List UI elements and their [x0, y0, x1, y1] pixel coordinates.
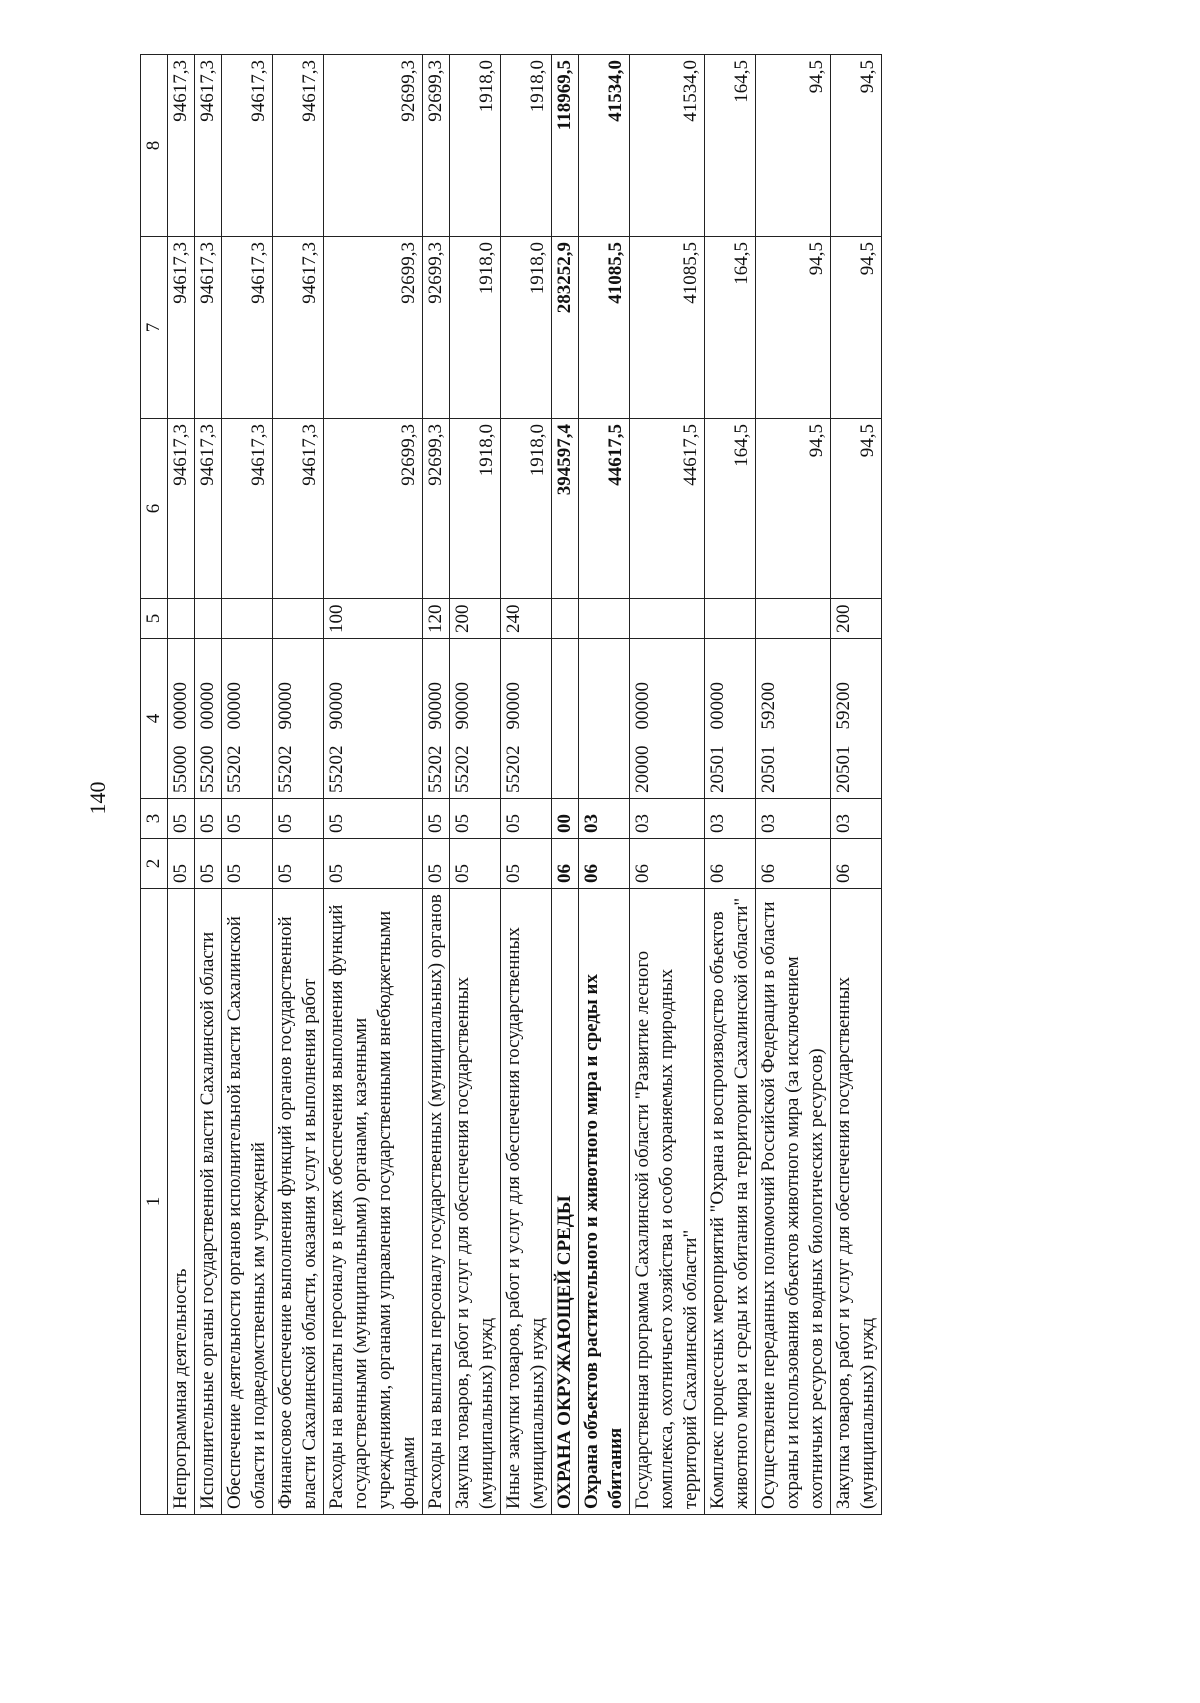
subsection-code: 03 [579, 799, 630, 839]
subsection-code: 03 [831, 799, 882, 839]
target-article-code-part1: 55202 [326, 745, 347, 793]
column-header: 4 [141, 639, 168, 799]
target-article-code-part2: 90000 [452, 682, 473, 730]
amount-col-7: 94617,3 [273, 237, 324, 419]
section-code: 05 [501, 839, 552, 889]
row-name: Расходы на выплаты персоналу государственных (муниципальных) органов [423, 889, 450, 1515]
amount-col-6: 94,5 [756, 419, 831, 599]
row-name: Непрограммная деятельность [168, 889, 195, 1515]
target-article-code [168, 639, 195, 799]
page-number: 140 [85, 781, 110, 815]
amount-col-8: 41534,0 [579, 55, 630, 237]
expense-type-code [579, 599, 630, 639]
target-article-code-part2: 00000 [707, 682, 728, 730]
target-article-code-part1: 20000 [632, 745, 653, 793]
target-article-code [195, 639, 222, 799]
section-code: 05 [195, 839, 222, 889]
amount-col-8: 92699,3 [324, 55, 423, 237]
row-name: Расходы на выплаты персоналу в целях обеспечения выполнения функций государственными (муниципальными) органами, казенными учреждениями, органами управления государственными внебюджетными фондами [324, 889, 423, 1515]
amount-col-7: 283252,9 [552, 237, 579, 419]
section-code: 05 [450, 839, 501, 889]
target-article-code-part1: 20501 [758, 745, 779, 793]
expense-type-code [756, 599, 831, 639]
target-article-code-part2: 90000 [326, 682, 347, 730]
target-article-code [552, 639, 579, 799]
amount-col-8: 94617,3 [222, 55, 273, 237]
amount-col-8: 1918,0 [501, 55, 552, 237]
amount-col-8: 94,5 [831, 55, 882, 237]
column-header: 1 [141, 889, 168, 1515]
target-article-code-part1: 55202 [503, 745, 524, 793]
amount-col-7: 94,5 [756, 237, 831, 419]
target-article-code-part2: 59200 [833, 682, 854, 730]
amount-col-6: 164,5 [705, 419, 756, 599]
expense-type-code [168, 599, 195, 639]
amount-col-7: 164,5 [705, 237, 756, 419]
section-code: 06 [705, 839, 756, 889]
amount-col-8: 41534,0 [630, 55, 705, 237]
target-article-code-part2: 00000 [170, 682, 191, 730]
amount-col-7: 94617,3 [195, 237, 222, 419]
section-code: 06 [756, 839, 831, 889]
subsection-code: 05 [273, 799, 324, 839]
row-name: Осуществление переданных полномочий Российской Федерации в области охраны и использования объектов животного мира (за исключением охотничьих ресурсов и водных биологических ресурсов) [756, 889, 831, 1515]
expense-type-code: 240 [501, 599, 552, 639]
section-code: 05 [324, 839, 423, 889]
section-code: 06 [831, 839, 882, 889]
expense-type-code [222, 599, 273, 639]
expense-type-code: 200 [831, 599, 882, 639]
section-code: 05 [273, 839, 324, 889]
amount-col-8: 118969,5 [552, 55, 579, 237]
amount-col-7: 94,5 [831, 237, 882, 419]
target-article-code-part1: 55202 [425, 745, 446, 793]
amount-col-6: 94617,3 [168, 419, 195, 599]
table-row [324, 55, 423, 1515]
target-article-code [501, 639, 552, 799]
section-code: 05 [168, 839, 195, 889]
target-article-code-part1: 20501 [707, 745, 728, 793]
target-article-code-part1: 55202 [275, 745, 296, 793]
amount-col-6: 1918,0 [501, 419, 552, 599]
table-row [501, 55, 552, 1515]
target-article-code-part2: 90000 [503, 682, 524, 730]
expense-type-code [273, 599, 324, 639]
amount-col-7: 92699,3 [423, 237, 450, 419]
subsection-code: 03 [756, 799, 831, 839]
column-number-row [141, 55, 168, 1515]
row-name: Закупка товаров, работ и услуг для обеспечения государственных (муниципальных) нужд [450, 889, 501, 1515]
amount-col-6: 44617,5 [579, 419, 630, 599]
subsection-code: 03 [705, 799, 756, 839]
subsection-code: 05 [501, 799, 552, 839]
row-name: ОХРАНА ОКРУЖАЮЩЕЙ СРЕДЫ [552, 889, 579, 1515]
target-article-code [756, 639, 831, 799]
expense-type-code [705, 599, 756, 639]
row-name: Исполнительные органы государственной власти Сахалинской области [195, 889, 222, 1515]
subsection-code: 05 [195, 799, 222, 839]
table-row [168, 55, 195, 1515]
target-article-code-part1: 55000 [170, 745, 191, 793]
target-article-code [423, 639, 450, 799]
section-code: 06 [579, 839, 630, 889]
amount-col-7: 92699,3 [324, 237, 423, 419]
amount-col-7: 41085,5 [579, 237, 630, 419]
section-code: 06 [552, 839, 579, 889]
table-row [552, 55, 579, 1515]
table-row [579, 55, 630, 1515]
table-row [756, 55, 831, 1515]
amount-col-7: 41085,5 [630, 237, 705, 419]
subsection-code: 05 [222, 799, 273, 839]
target-article-code [222, 639, 273, 799]
target-article-code-part1: 20501 [833, 745, 854, 793]
amount-col-6: 94617,3 [222, 419, 273, 599]
target-article-code [324, 639, 423, 799]
target-article-code-part1: 55200 [197, 745, 218, 793]
target-article-code-part2: 59200 [758, 682, 779, 730]
amount-col-6: 94,5 [831, 419, 882, 599]
subsection-code: 05 [450, 799, 501, 839]
amount-col-6: 394597,4 [552, 419, 579, 599]
target-article-code [831, 639, 882, 799]
amount-col-7: 1918,0 [450, 237, 501, 419]
expense-type-code [195, 599, 222, 639]
section-code: 06 [630, 839, 705, 889]
column-header: 8 [141, 55, 168, 237]
table-row [273, 55, 324, 1515]
table-row [705, 55, 756, 1515]
expense-type-code: 200 [450, 599, 501, 639]
row-name: Охрана объектов растительного и животного мира и среды их обитания [579, 889, 630, 1515]
column-header: 2 [141, 839, 168, 889]
row-name: Комплекс процессных мероприятий "Охрана и воспроизводство объектов животного мира и среды их обитания на территории Сахалинской области" [705, 889, 756, 1515]
target-article-code [273, 639, 324, 799]
expense-type-code [630, 599, 705, 639]
table-row [423, 55, 450, 1515]
amount-col-6: 1918,0 [450, 419, 501, 599]
row-name: Иные закупки товаров, работ и услуг для обеспечения государственных (муниципальных) нужд [501, 889, 552, 1515]
amount-col-7: 94617,3 [222, 237, 273, 419]
table-row [222, 55, 273, 1515]
target-article-code-part1: 55202 [452, 745, 473, 793]
target-article-code [450, 639, 501, 799]
budget-table [140, 54, 882, 1515]
expense-type-code: 120 [423, 599, 450, 639]
amount-col-8: 94617,3 [273, 55, 324, 237]
amount-col-6: 92699,3 [324, 419, 423, 599]
amount-col-6: 44617,5 [630, 419, 705, 599]
row-name: Обеспечение деятельности органов исполнительной власти Сахалинской области и подведомственных им учреждений [222, 889, 273, 1515]
row-name: Финансовое обеспечение выполнения функций органов государственной власти Сахалинской области, оказания услуг и выполнения работ [273, 889, 324, 1515]
section-code: 05 [423, 839, 450, 889]
amount-col-7: 94617,3 [168, 237, 195, 419]
subsection-code: 05 [423, 799, 450, 839]
target-article-code-part2: 00000 [224, 682, 245, 730]
target-article-code-part2: 00000 [197, 682, 218, 730]
expense-type-code [552, 599, 579, 639]
amount-col-8: 94,5 [756, 55, 831, 237]
amount-col-8: 164,5 [705, 55, 756, 237]
column-header: 6 [141, 419, 168, 599]
budget-table-body [141, 55, 882, 1515]
subsection-code: 03 [630, 799, 705, 839]
table-row [195, 55, 222, 1515]
rotated-page-content [140, 55, 1120, 1515]
table-row [630, 55, 705, 1515]
expense-type-code: 100 [324, 599, 423, 639]
target-article-code-part2: 00000 [632, 682, 653, 730]
amount-col-8: 1918,0 [450, 55, 501, 237]
column-header: 5 [141, 599, 168, 639]
subsection-code: 00 [552, 799, 579, 839]
target-article-code-part2: 90000 [275, 682, 296, 730]
column-header: 3 [141, 799, 168, 839]
section-code: 05 [222, 839, 273, 889]
table-row [831, 55, 882, 1515]
subsection-code: 05 [168, 799, 195, 839]
amount-col-6: 94617,3 [195, 419, 222, 599]
target-article-code-part1: 55202 [224, 745, 245, 793]
amount-col-7: 1918,0 [501, 237, 552, 419]
row-name: Закупка товаров, работ и услуг для обеспечения государственных (муниципальных) нужд [831, 889, 882, 1515]
target-article-code [705, 639, 756, 799]
row-name: Государственная программа Сахалинской области "Развитие лесного комплекса, охотничьего хозяйства и особо охраняемых природных территорий Сахалинской области" [630, 889, 705, 1515]
subsection-code: 05 [324, 799, 423, 839]
column-header: 7 [141, 237, 168, 419]
table-row [450, 55, 501, 1515]
target-article-code [630, 639, 705, 799]
amount-col-8: 94617,3 [168, 55, 195, 237]
amount-col-6: 94617,3 [273, 419, 324, 599]
amount-col-8: 92699,3 [423, 55, 450, 237]
amount-col-8: 94617,3 [195, 55, 222, 237]
amount-col-6: 92699,3 [423, 419, 450, 599]
target-article-code [579, 639, 630, 799]
target-article-code-part2: 90000 [425, 682, 446, 730]
